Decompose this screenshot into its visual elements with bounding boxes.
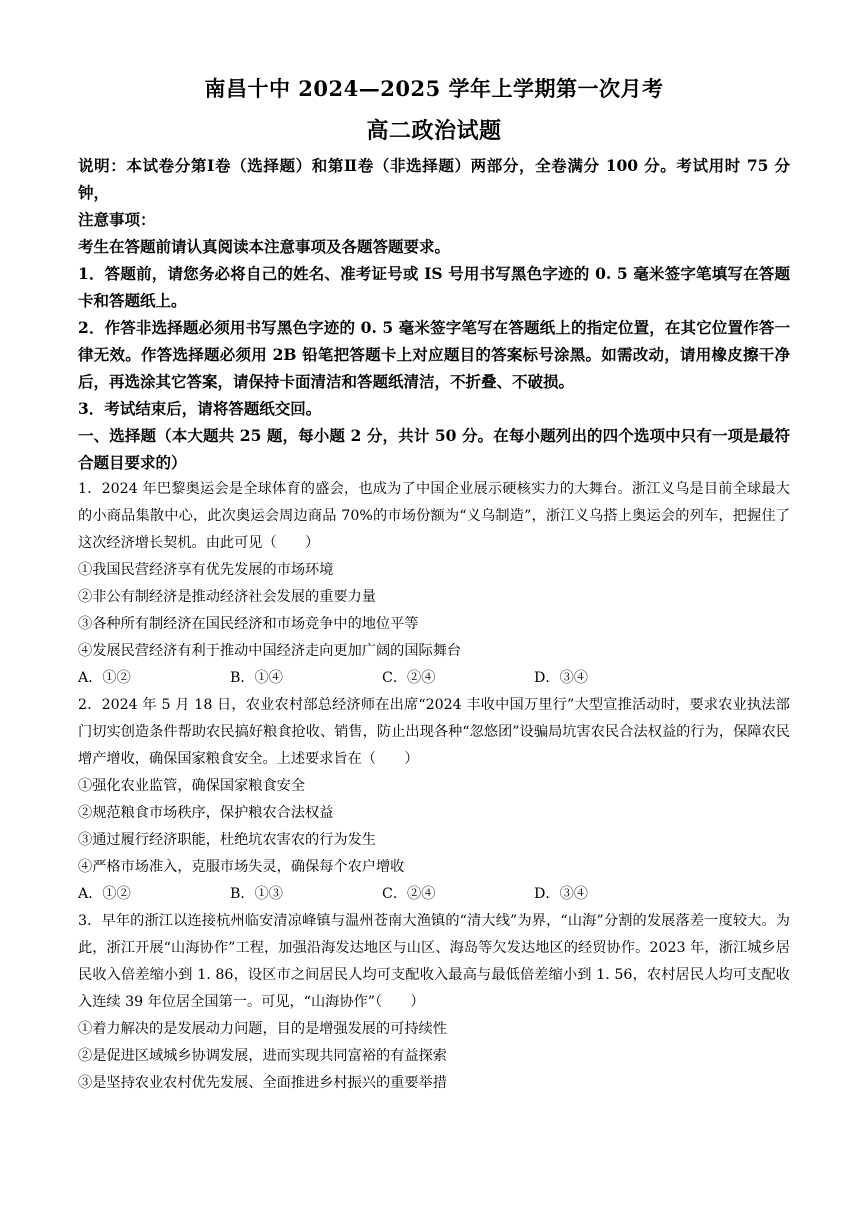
question-option: ④严格市场准入，克服市场失灵，确保每个农户增收 xyxy=(78,859,405,875)
choice-c: C．②④ xyxy=(382,886,436,902)
question-option: ④发展民营经济有利于推动中国经济走向更加广阔的国际舞台 xyxy=(78,643,462,659)
section-heading: 一、选择题（本大题共 25 题，每小题 2 分，共计 50 分。在每小题列出的四个选项中只有一项是最符合题目要求的） xyxy=(78,426,790,472)
question-1 xyxy=(78,476,790,692)
question-stem: 2．2024 年 5 月 18 日，农业农村部总经济师在出席“2024 丰收中国万里行”大型宣推活动时，要求农业执法部门切实创造条件帮助农民搞好粮食抢收、销售，防止出现各种“忽悠团”设骗局坑害农民合法权益的行为，保障农民增产增收，确保国家粮食安全。上述要求旨在（ ） xyxy=(78,697,790,767)
exam-page xyxy=(78,70,790,1097)
question-stem: 3．早年的浙江以连接杭州临安清凉峰镇与温州苍南大渔镇的“清大线”为界，“山海”分割的发展落差一度较大。为此，浙江开展“山海协作”工程，加强沿海发达地区与山区、海岛等欠发达地区的经贸协作。2023 年，浙江城乡居民收入倍差缩小到 1. 86，设区市之间居民人均可支配收入最高与最低倍差缩小到 1. 56，农村居民人均可支配收入连续 39 年位居全国第一。可见，“山海协作”（ ） xyxy=(78,913,790,1010)
choice-d: D．③④ xyxy=(534,886,588,902)
question-option: ②非公有制经济是推动经济社会发展的重要力量 xyxy=(78,589,376,605)
question-stem: 1．2024 年巴黎奥运会是全球体育的盛会，也成为了中国企业展示硬核实力的大舞台。浙江义乌是目前全球最大的小商品集散中心，此次奥运会周边商品 70%的市场份额为“义乌制造”，浙江义乌搭上奥运会的列车，把握住了这次经济增长契机。由此可见（ ） xyxy=(78,481,790,551)
notice-item: 3．考试结束后，请将答题纸交回。 xyxy=(78,399,322,418)
question-3 xyxy=(78,908,790,1097)
notice-item: 2．作答非选择题必须用书写黑色字迹的 0. 5 毫米签字笔写在答题纸上的指定位置，在其它位置作答一律无效。作答选择题必须用 2B 铅笔把答题卡上对应题目的答案标号涂黑。如需改动，请用橡皮擦干净后，再选涂其它答案，请保持卡面清洁和答题纸清洁，不折叠、不破损。 xyxy=(78,318,790,391)
page-title: 南昌十中 2024—2025 学年上学期第一次月考 xyxy=(204,76,664,101)
question-option: ③通过履行经济职能，杜绝坑农害农的行为发生 xyxy=(78,832,376,848)
choice-b: B．①③ xyxy=(230,886,283,902)
question-option: ①着力解决的是发展动力问题，目的是增强发展的可持续性 xyxy=(78,1021,447,1037)
notice-lead: 考生在答题前请认真阅读本注意事项及各题答题要求。 xyxy=(78,237,451,256)
question-2 xyxy=(78,692,790,908)
choice-a: A．①② xyxy=(78,886,131,902)
choice-b: B．①④ xyxy=(230,670,283,686)
instructions xyxy=(78,152,790,422)
question-option: ①强化农业监管，确保国家粮食安全 xyxy=(78,778,306,794)
question-option: ③是坚持农业农村优先发展、全面推进乡村振兴的重要举措 xyxy=(78,1075,447,1091)
instructions-intro: 说明：本试卷分第Ⅰ卷（选择题）和第Ⅱ卷（非选择题）两部分，全卷满分 100 分。考试用时 75 分钟， xyxy=(78,156,790,202)
choice-a: A．①② xyxy=(78,670,131,686)
choice-d: D．③④ xyxy=(534,670,588,686)
page-subtitle: 高二政治试题 xyxy=(366,118,502,144)
choice-c: C．②④ xyxy=(382,670,436,686)
answer-choices xyxy=(78,665,790,692)
question-option: ①我国民营经济享有优先发展的市场环境 xyxy=(78,562,334,578)
question-option: ②规范粮食市场秩序，保护粮农合法权益 xyxy=(78,805,334,821)
answer-choices xyxy=(78,881,790,908)
question-option: ②是促进区域城乡协调发展，进而实现共同富裕的有益探索 xyxy=(78,1048,447,1064)
notice-title: 注意事项： xyxy=(78,210,156,229)
question-option: ③各种所有制经济在国民经济和市场竞争中的地位平等 xyxy=(78,616,419,632)
notice-item: 1．答题前，请您务必将自己的姓名、准考证号或 IS 号用书写黑色字迹的 0. 5 毫米签字笔填写在答题卡和答题纸上。 xyxy=(78,264,790,310)
